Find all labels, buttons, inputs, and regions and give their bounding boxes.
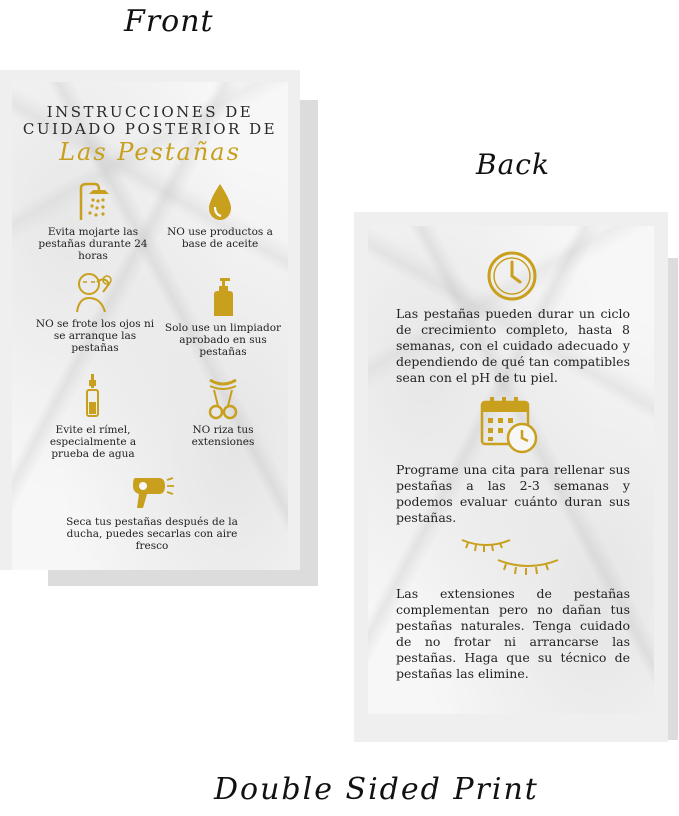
care-item-text: Solo use un limpiador aprobado en sus pestañas: [164, 322, 282, 358]
care-item-text: NO use productos a base de aceite: [167, 226, 273, 250]
care-item-text: Evite el rímel, especialmente a prueba de agua: [49, 424, 137, 460]
card-title-line-2: CUIDADO POSTERIOR DE: [22, 120, 278, 138]
face-rub-icon: [73, 270, 117, 314]
back-paragraph-refill: Programe una cita para rellenar sus pestañas a las 2-3 semanas y podemos evaluar cuánto duran sus pestañas.: [396, 462, 630, 525]
care-item-dry-cool-air: [52, 474, 252, 552]
mascara-icon: [81, 372, 105, 420]
front-label: Front: [124, 4, 214, 39]
care-item-approved-cleanser: [164, 276, 282, 358]
care-item-text: NO se frote los ojos ni se arranque las pestañas: [35, 318, 155, 354]
back-paragraph-lash-cycle: Las pestañas pueden durar un ciclo de crecimiento completo, hasta 8 semanas, con el cuidado adecuado y dependiendo de qué tan compatibles sean con el pH de tu piel.: [396, 306, 630, 385]
double-sided-print-caption: Double Sided Print: [214, 772, 539, 807]
care-item-no-curling: [164, 376, 282, 448]
care-item-no-water: [34, 182, 152, 262]
care-item-no-oil: [164, 182, 276, 250]
hair-dryer-icon: [129, 474, 175, 512]
clock-icon: [486, 250, 538, 302]
care-item-text: Evita mojarte las pestañas durante 24 horas: [38, 226, 148, 262]
eyelash-curler-icon: [204, 376, 242, 420]
pump-bottle-icon: [209, 276, 237, 318]
front-card: [12, 82, 288, 570]
care-item-avoid-mascara: [34, 372, 152, 460]
back-label: Back: [476, 148, 550, 181]
lashes-icon: [458, 534, 568, 584]
care-item-text: Seca tus pestañas después de la ducha, puedes secarlas con aire fresco: [66, 516, 238, 552]
shower-icon: [75, 182, 111, 222]
care-item-no-rubbing: [34, 270, 156, 354]
card-title-line-1: INSTRUCCIONES DE: [46, 103, 254, 121]
card-title-script: Las Pestañas: [59, 138, 241, 166]
back-paragraph-extensions: Las extensiones de pestañas complementan pero no dañan tus pestañas naturales. Tenga cuidado de no frotar ni arrancarse las pestañas. Haga que su técnico de pestañas las elimine.: [396, 586, 630, 681]
back-card: [368, 226, 654, 714]
calendar-clock-icon: [478, 394, 540, 456]
care-item-text: NO riza tus extensiones: [191, 424, 255, 448]
oil-drop-icon: [205, 182, 235, 222]
